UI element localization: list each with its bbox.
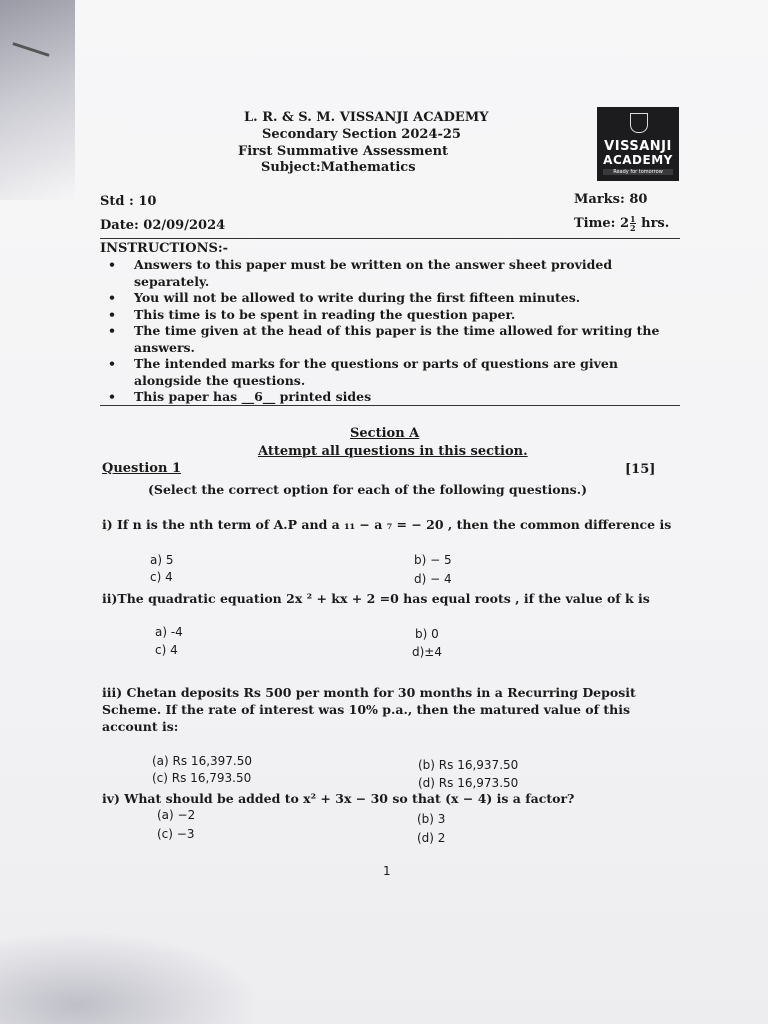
instructions-title: INSTRUCTIONS:- — [100, 241, 229, 256]
instruction-text: • The intended marks for the questions or parts of questions are given alongside the questions. — [134, 356, 618, 388]
divider-top — [100, 238, 680, 239]
instruction-item — [100, 323, 685, 356]
instruction-text: • You will not be allowed to write during the first fifteen minutes. — [134, 290, 581, 305]
instruction-text: • This time is to be spent in reading the question paper. — [134, 306, 516, 322]
page-number: 1 — [383, 864, 391, 878]
option-d: d)±4 — [412, 645, 442, 659]
question-instruction: (Select the correct option for each of the following questions.) — [148, 482, 587, 497]
option-c: c) 4 — [155, 643, 178, 657]
option-a: (a) −2 — [157, 808, 196, 822]
section-subtitle: Attempt all questions in this section. — [258, 444, 528, 459]
marks-label: Marks: 80 — [574, 192, 648, 207]
option-a: a) 5 — [150, 553, 174, 567]
option-a: a) -4 — [155, 625, 183, 639]
option-b: (b) Rs 16,937.50 — [418, 758, 519, 772]
option-b: b) 0 — [415, 627, 439, 641]
logo-tagline: Ready for tomorrow — [603, 169, 673, 175]
logo-text-line2: ACADEMY — [603, 153, 673, 167]
instruction-text: • Answers to this paper must be written on the answer sheet provided separately. — [134, 257, 613, 289]
divider-bottom — [100, 405, 680, 406]
instruction-text: • This paper has __6__ printed sides — [134, 389, 372, 404]
exam-title: First Summative Assessment — [238, 144, 449, 159]
question-text: iv) What should be added to x² + 3x − 30 so that (x − 4) is a factor? — [102, 791, 575, 806]
page-shadow-bottom — [0, 930, 260, 1024]
option-c: (c) Rs 16,793.50 — [152, 771, 252, 785]
instruction-item — [100, 307, 685, 324]
question-text: ii)The quadratic equation 2x ² + kx + 2 =0 has equal roots , if the value of k is — [102, 591, 650, 606]
time-whole: Time: 2 — [574, 216, 630, 231]
time-fraction — [630, 215, 636, 232]
option-c: c) 4 — [150, 570, 173, 584]
time-label — [574, 215, 669, 232]
option-b: (b) 3 — [417, 812, 446, 826]
instruction-item — [100, 290, 685, 307]
time-fraction-denominator: 2 — [630, 223, 636, 233]
question-marks: [15] — [625, 462, 656, 477]
instruction-item — [100, 389, 685, 406]
date-label: Date: 02/09/2024 — [100, 218, 226, 233]
time-unit: hrs. — [641, 216, 670, 231]
section-year: Secondary Section 2024-25 — [262, 127, 461, 142]
logo-text-line1: VISSANJI — [604, 139, 672, 154]
question-text: i) If n is the nth term of A.P and a ₁₁ − a ₇ = − 20 , then the common difference is — [102, 517, 672, 532]
option-c: (c) −3 — [157, 827, 195, 841]
section-title: Section A — [350, 426, 420, 441]
time-fraction-numerator: 1 — [630, 214, 636, 224]
question-label: Question 1 — [102, 461, 182, 476]
instructions-list — [100, 257, 685, 406]
instruction-item — [100, 356, 685, 389]
page-shadow — [0, 0, 75, 200]
option-d: (d) Rs 16,973.50 — [418, 776, 519, 790]
question-text: iii) Chetan deposits Rs 500 per month for 30 months in a Recurring Deposit Scheme. If the rate of interest was 10% p.a., then the matured value of this account is: — [102, 685, 636, 734]
std-label: Std : 10 — [100, 194, 157, 209]
instruction-item — [100, 257, 685, 290]
option-d: (d) 2 — [417, 831, 446, 845]
option-b: b) − 5 — [414, 553, 452, 567]
subject-line: Subject:Mathematics — [261, 160, 416, 175]
option-d: d) − 4 — [414, 572, 452, 586]
instruction-text: • The time given at the head of this paper is the time allowed for writing the answers. — [134, 323, 660, 355]
academy-logo — [597, 107, 679, 181]
school-name: L. R. & S. M. VISSANJI ACADEMY — [244, 110, 489, 125]
option-a: (a) Rs 16,397.50 — [152, 754, 253, 768]
crest-icon — [630, 113, 648, 133]
